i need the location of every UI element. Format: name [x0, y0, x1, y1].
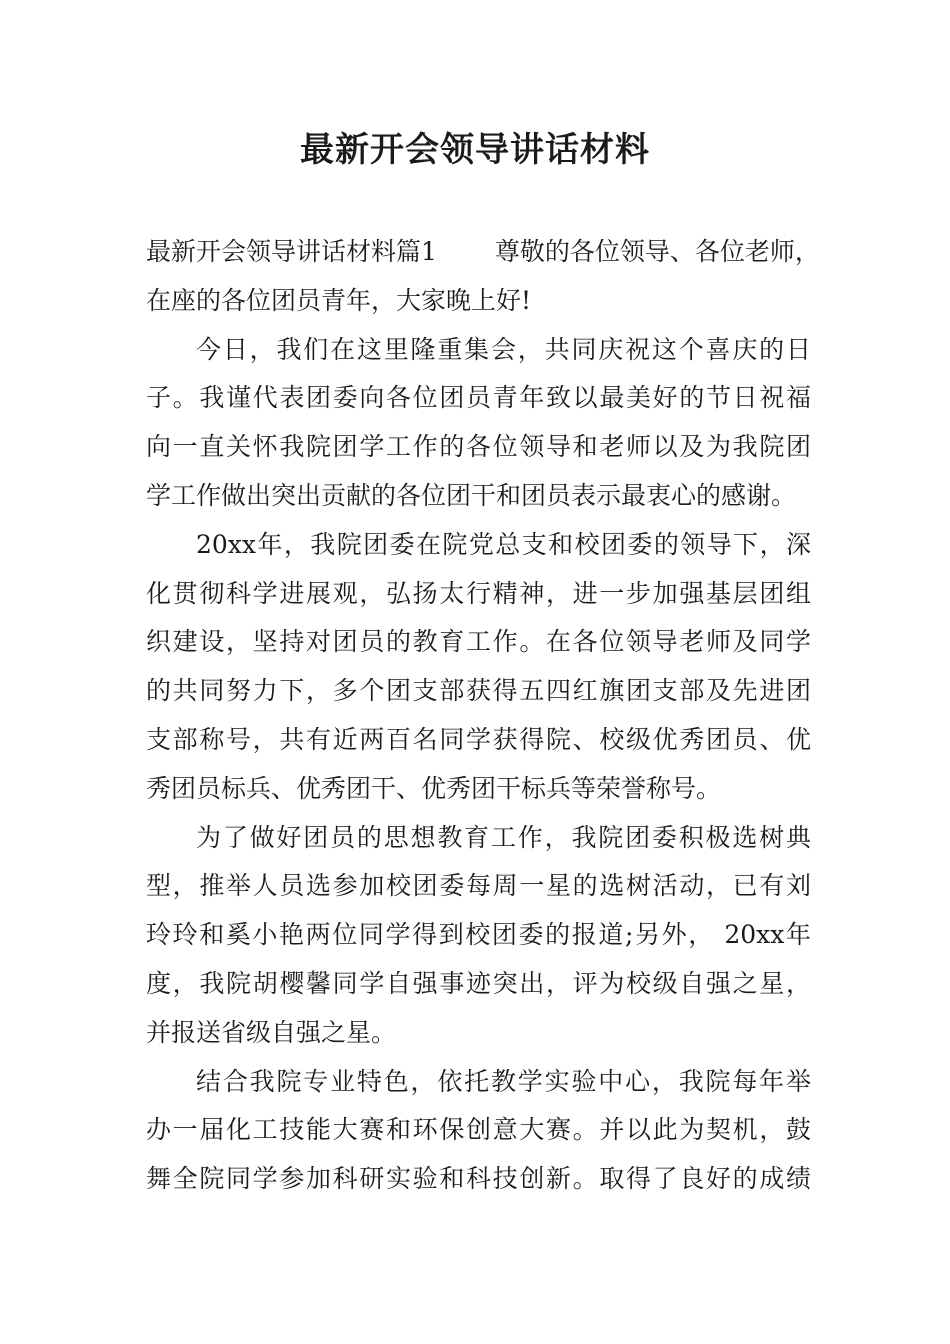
paragraph-line: 学工作做出突出贡献的各位团干和团员表示最衷心的感谢。: [146, 480, 797, 510]
paragraph-line: 并报送省级自强之星。: [146, 1017, 397, 1047]
paragraph-line: 为了做好团员的思想教育工作，我院团委积极选树典: [196, 822, 811, 852]
document-body: [146, 228, 820, 1204]
paragraph-line: 在座的各位团员青年，大家晚上好!: [146, 285, 532, 315]
paragraph-2: [146, 326, 811, 521]
paragraph-line: 支部称号，共有近两百名同学获得院、校级优秀团员、优: [146, 724, 811, 754]
paragraph-line: 度，我院胡樱馨同学自强事迹突出，评为校级自强之星，: [146, 968, 811, 998]
paragraph-line: 办一届化工技能大赛和环保创意大赛。并以此为契机，鼓: [146, 1115, 811, 1145]
paragraph-line: 子。我谨代表团委向各位团员青年致以最美好的节日祝福: [146, 383, 811, 413]
paragraph-3: [146, 521, 811, 814]
greeting-text: 尊敬的各位领导、各位老师，: [494, 237, 820, 266]
paragraph-5: [146, 1058, 811, 1204]
paragraph-line: 秀团员标兵、优秀团干、优秀团干标兵等荣誉称号。: [146, 773, 722, 803]
paragraph-1: [146, 228, 820, 326]
paragraph-line: 舞全院同学参加科研实验和科技创新。取得了良好的成绩: [146, 1164, 811, 1194]
paragraph-line: 20xx年，我院团委在院党总支和校团委的领导下，深: [196, 529, 811, 559]
paragraph-line: 化贯彻科学进展观，弘扬太行精神，进一步加强基层团组: [146, 578, 811, 608]
paragraph-line: 玲玲和奚小艳两位同学得到校团委的报道;另外， 20xx年: [146, 920, 811, 950]
paragraph-line: 向一直关怀我院团学工作的各位领导和老师以及为我院团: [146, 432, 811, 462]
paragraph-4: [146, 814, 811, 1058]
section-heading: 最新开会领导讲话材料篇1: [146, 237, 437, 266]
paragraph-line: 型，推举人员选参加校团委每周一星的选树活动，已有刘: [146, 871, 811, 901]
paragraph-line: [146, 228, 820, 277]
paragraph-line: 结合我院专业特色，依托教学实验中心，我院每年举: [196, 1066, 811, 1096]
paragraph-line: 今日，我们在这里隆重集会，共同庆祝这个喜庆的日: [196, 334, 811, 364]
paragraph-line: 的共同努力下，多个团支部获得五四红旗团支部及先进团: [146, 676, 811, 706]
paragraph-line: 织建设，坚持对团员的教育工作。在各位领导老师及同学: [146, 627, 811, 657]
document-title: 最新开会领导讲话材料: [300, 130, 650, 170]
